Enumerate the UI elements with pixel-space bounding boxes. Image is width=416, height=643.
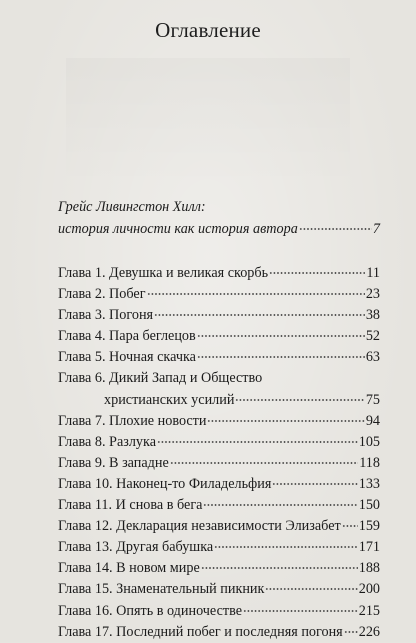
toc-row [58, 537, 380, 558]
toc-label: Глава 16. Опять в одиночестве [58, 602, 242, 619]
toc-page-number: 215 [358, 602, 380, 619]
leader-dots [147, 293, 365, 295]
toc-row [58, 558, 380, 579]
leader-dots [197, 356, 365, 358]
toc-row [58, 579, 380, 600]
toc-page-number: 150 [358, 497, 380, 514]
toc-label: Глава 5. Ночная скачка [58, 349, 196, 366]
toc-row [58, 516, 380, 537]
leader-dots [170, 462, 358, 464]
toc-page-number: 133 [358, 475, 380, 492]
toc-label: христианских усилий [104, 391, 235, 408]
leader-dots [197, 335, 365, 337]
toc-row [58, 347, 380, 368]
leader-dots [201, 567, 358, 569]
toc-label: Глава 12. Декларация независимости Элизабет [58, 518, 341, 535]
leader-dots [269, 272, 365, 274]
toc-page-number: 200 [358, 581, 380, 598]
toc-row [58, 622, 380, 643]
toc-page-number: 226 [358, 623, 380, 640]
toc-page-number: 63 [365, 349, 380, 366]
toc-page-number: 159 [358, 518, 380, 535]
leader-dots [157, 441, 358, 443]
leader-dots [243, 610, 358, 612]
preface-title-row [58, 219, 380, 240]
toc-row [58, 474, 380, 495]
page-title: Оглавление [155, 18, 261, 42]
toc-label: Глава 13. Другая бабушка [58, 539, 214, 556]
toc-row [58, 411, 380, 432]
leader-dots [214, 546, 358, 548]
toc-label: Глава 4. Пара беглецов [58, 328, 196, 345]
preface-entry [58, 196, 380, 240]
leader-dots [207, 420, 364, 422]
toc-row [58, 495, 380, 516]
table-of-contents [58, 263, 380, 643]
preface-author-line: Грейс Ливингстон Хилл: [58, 199, 206, 215]
toc-page-number: 52 [365, 328, 380, 345]
toc-row [58, 432, 380, 453]
toc-row [58, 263, 380, 284]
toc-label: Глава 1. Девушка и великая скорбь [58, 265, 269, 281]
toc-label: Глава 10. Наконец-то Филадельфия [58, 475, 272, 492]
leader-dots [154, 314, 365, 316]
toc-label: Глава 11. И снова в бега [58, 497, 203, 514]
toc-label: Глава 17. Последний побег и последняя погоня [58, 623, 343, 640]
leader-dots [272, 483, 357, 485]
toc-page-number: 11 [366, 265, 380, 281]
toc-row [58, 601, 380, 622]
toc-label: Глава 2. Побег [58, 286, 146, 303]
toc-row-continuation [58, 390, 380, 411]
leader-dots [344, 631, 358, 633]
leader-dots [265, 588, 357, 590]
leader-dots [342, 525, 358, 527]
toc-label: Глава 8. Разлука [58, 433, 156, 450]
toc-label: Глава 6. Дикий Запад и Общество [58, 370, 263, 387]
leader-dots [235, 399, 364, 401]
toc-label: Глава 14. В новом мире [58, 560, 200, 577]
toc-page-number: 75 [365, 391, 380, 408]
toc-page-number: 188 [358, 560, 380, 577]
toc-label: Глава 9. В западне [58, 454, 169, 471]
toc-page-number: 105 [358, 433, 380, 450]
toc-label: Глава 3. Погоня [58, 307, 154, 324]
page-shading [66, 58, 350, 188]
toc-row [58, 453, 380, 474]
leader-dots [299, 228, 372, 230]
leader-dots [203, 504, 357, 506]
toc-label: Глава 15. Знаменательный пикник [58, 581, 265, 598]
toc-row [58, 368, 380, 389]
toc-row [58, 326, 380, 347]
toc-row [58, 284, 380, 305]
preface-page-number: 7 [372, 221, 380, 237]
toc-page-number: 94 [365, 412, 380, 429]
preface-title: история личности как история автора [58, 221, 298, 237]
toc-page-number: 38 [365, 307, 380, 324]
toc-row [58, 305, 380, 326]
toc-page-number: 23 [365, 286, 380, 303]
toc-label: Глава 7. Плохие новости [58, 412, 207, 429]
toc-page-number: 171 [358, 539, 380, 556]
toc-page-number: 118 [359, 454, 380, 471]
